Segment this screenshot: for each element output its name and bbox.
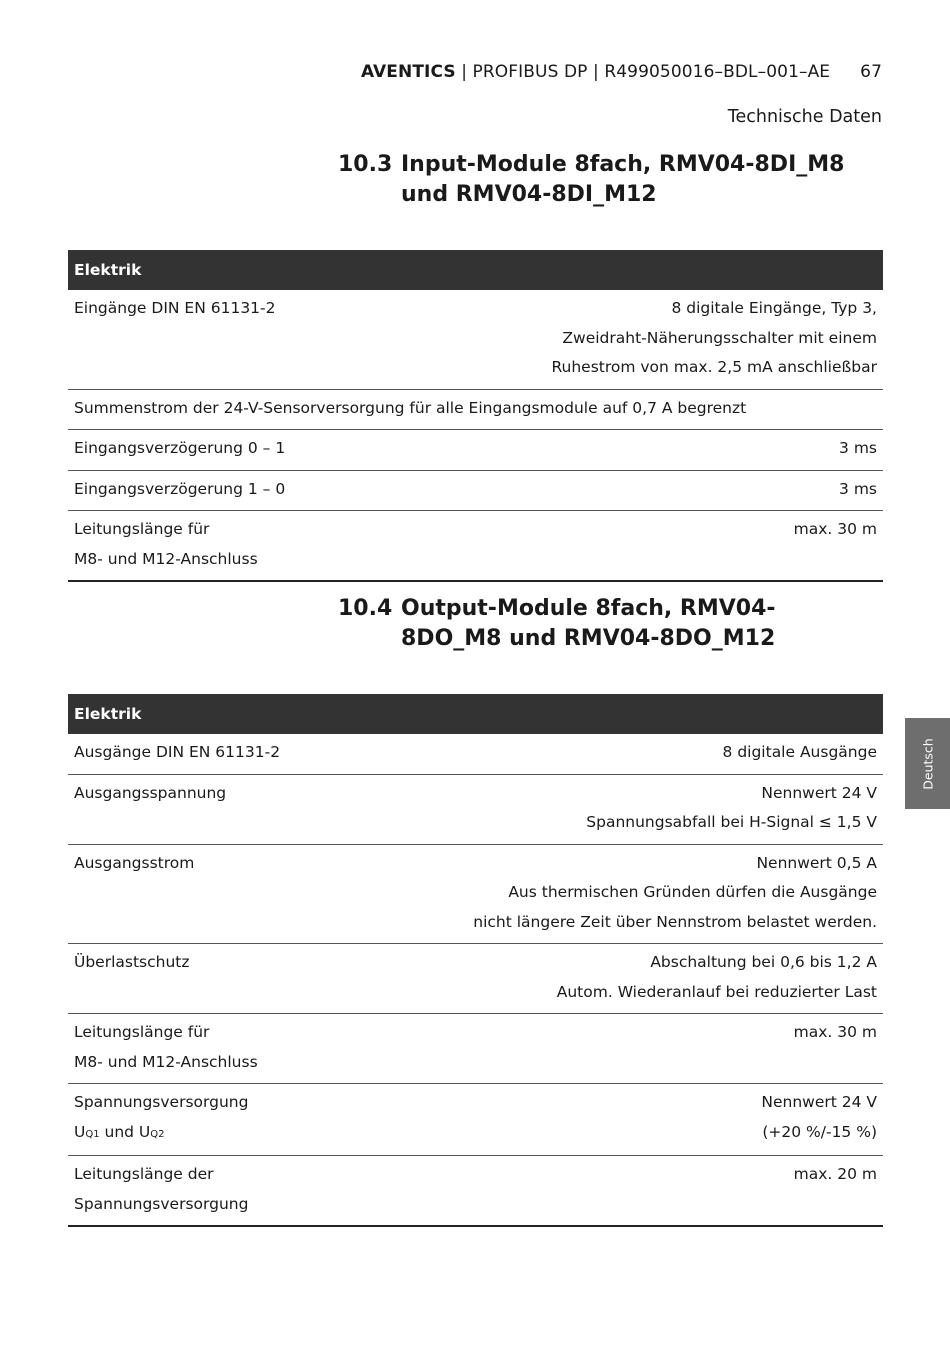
row-label bbox=[68, 511, 392, 582]
table-input-modules bbox=[68, 250, 883, 582]
row-note: Summenstrom der 24-V-Sensorversorgung für alle Eingangsmodule auf 0,7 A begrenzt bbox=[68, 389, 883, 430]
table-header: Elektrik bbox=[68, 250, 883, 290]
label-line: M8- und M12-Anschluss bbox=[74, 1052, 258, 1071]
section-label: Technische Daten bbox=[727, 107, 882, 127]
row-value: 3 ms bbox=[392, 470, 883, 511]
table-row bbox=[68, 389, 883, 430]
label-connector: und U bbox=[99, 1122, 151, 1141]
table-row bbox=[68, 734, 883, 774]
value-line: Nennwert 24 V bbox=[761, 783, 877, 802]
heading-10-4 bbox=[338, 594, 871, 654]
brand-name: AVENTICS bbox=[360, 62, 456, 82]
row-value bbox=[348, 1084, 883, 1156]
row-label bbox=[68, 1014, 348, 1084]
value-line: Abschaltung bei 0,6 bis 1,2 A bbox=[650, 953, 877, 971]
row-label: Ausgangsstrom bbox=[68, 844, 348, 944]
symbol-u: U bbox=[74, 1122, 86, 1141]
row-label bbox=[68, 1156, 348, 1227]
table-output-modules bbox=[68, 694, 883, 1227]
label-line: Leitungslänge der bbox=[74, 1165, 214, 1183]
subscript-q2: Q2 bbox=[150, 1128, 165, 1140]
value-line: Nennwert 0,5 A bbox=[756, 853, 877, 872]
row-value bbox=[348, 774, 883, 844]
row-value: 3 ms bbox=[392, 430, 883, 471]
value-line: 8 digitale Eingänge, Typ 3, bbox=[671, 299, 877, 317]
value-line: Ruhestrom von max. 2,5 mA anschließbar bbox=[551, 358, 877, 376]
table-row bbox=[68, 1156, 883, 1227]
value-line: Nennwert 24 V bbox=[761, 1093, 877, 1111]
row-value: 8 digitale Ausgänge bbox=[348, 734, 883, 774]
row-value: max. 30 m bbox=[392, 511, 883, 582]
label-line: Spannungsversorgung bbox=[74, 1194, 249, 1213]
row-label: Eingangsverzögerung 1 – 0 bbox=[68, 470, 392, 511]
row-label bbox=[68, 1084, 348, 1156]
value-line: Spannungsabfall bei H-Signal ≤ 1,5 V bbox=[586, 813, 877, 831]
subscript-q1: Q1 bbox=[85, 1128, 100, 1140]
label-line: Leitungslänge für bbox=[74, 1023, 210, 1041]
row-label: Ausgangsspannung bbox=[68, 774, 348, 844]
label-line: M8- und M12-Anschluss bbox=[74, 549, 258, 568]
heading-title: Input-Module 8fach, RMV04-8DI_M8 und RMV04-8DI_M12 bbox=[401, 152, 845, 207]
page-number: 67 bbox=[860, 62, 882, 82]
table-header: Elektrik bbox=[68, 694, 883, 734]
label-line: Spannungsversorgung bbox=[74, 1093, 249, 1111]
value-line: Aus thermischen Gründen dürfen die Ausgänge bbox=[508, 883, 877, 901]
language-tab-label: Deutsch bbox=[920, 737, 935, 790]
table-row bbox=[68, 430, 883, 471]
heading-number: 10.4 bbox=[338, 596, 393, 621]
running-header bbox=[361, 62, 882, 82]
row-value bbox=[348, 844, 883, 944]
table-row bbox=[68, 1084, 883, 1156]
value-line: nicht längere Zeit über Nennstrom belastet werden. bbox=[473, 912, 877, 931]
value-line: Autom. Wiederanlauf bei reduzierter Last bbox=[556, 982, 877, 1001]
table-row bbox=[68, 511, 883, 582]
heading-number: 10.3 bbox=[338, 152, 393, 177]
table-row bbox=[68, 290, 883, 389]
label-line bbox=[74, 1118, 342, 1150]
row-value bbox=[392, 290, 883, 389]
heading-10-3 bbox=[338, 150, 871, 210]
table-row bbox=[68, 844, 883, 944]
row-value: max. 20 m bbox=[348, 1156, 883, 1227]
row-value: max. 30 m bbox=[348, 1014, 883, 1084]
row-label: Eingangsverzögerung 0 – 1 bbox=[68, 430, 392, 471]
table-row bbox=[68, 1014, 883, 1084]
label-line: Leitungslänge für bbox=[74, 520, 210, 538]
heading-title: Output-Module 8fach, RMV04-8DO_M8 und RMV04-8DO_M12 bbox=[401, 596, 776, 651]
value-line: Zweidraht-Näherungsschalter mit einem bbox=[562, 328, 877, 347]
row-label: Überlastschutz bbox=[68, 944, 348, 1014]
language-tab[interactable] bbox=[905, 718, 950, 809]
document-id: | PROFIBUS DP | R499050016–BDL–001–AE bbox=[455, 62, 831, 82]
table-row bbox=[68, 944, 883, 1014]
row-label: Eingänge DIN EN 61131-2 bbox=[68, 290, 392, 389]
row-value bbox=[348, 944, 883, 1014]
row-label: Ausgänge DIN EN 61131-2 bbox=[68, 734, 348, 774]
value-line: (+20 %/-15 %) bbox=[762, 1122, 877, 1141]
table-row bbox=[68, 470, 883, 511]
table-row bbox=[68, 774, 883, 844]
